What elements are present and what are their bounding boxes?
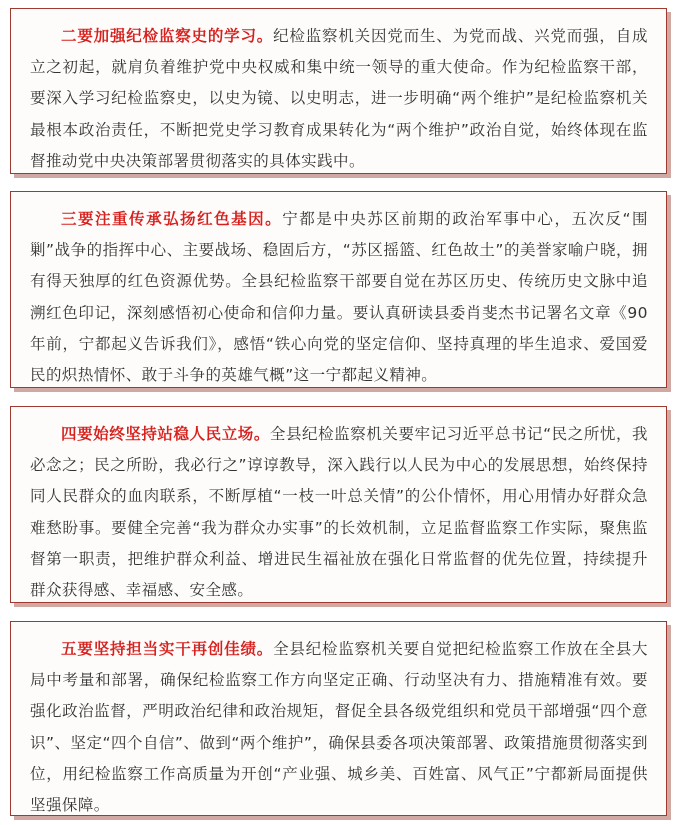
section-card [10, 8, 667, 174]
section-heading: 三要注重传承弘扬红色基因。 [61, 210, 283, 228]
section-paragraph [11, 192, 666, 391]
section-body: 纪检监察机关因党而生、为党而战、兴党而强，自成立之初起，就肩负着维护党中央权威和集中统一领导的重大使命。作为纪检监察干部，要深入学习纪检监察史，以史为镜、以史明志，进一步明确“两个维护”是纪检监察机关最根本政治责任，不断把党史学习教育成果转化为“两个维护”政治自觉，始终体现在监督推动党中央决策部署贯彻落实的具体实践中。 [30, 27, 648, 170]
section-heading: 五要坚持担当实干再创佳绩。 [61, 640, 274, 658]
section-card [10, 406, 667, 603]
section-paragraph [11, 622, 666, 821]
section-heading: 四要始终坚持站稳人民立场。 [61, 425, 270, 443]
section-card [10, 191, 667, 388]
section-body: 宁都是中央苏区前期的政治军事中心，五次反“围剿”战争的指挥中心、主要战场、稳固后方，“苏区摇篮、红色故土”的美誉家喻户晓，拥有得天独厚的红色资源优势。全县纪检监察干部要自觉在苏区历史、传统历史文脉中追溯红色印记，深刻感悟初心使命和信仰力量。要认真研读县委肖斐杰书记署名文章《90年前，宁都起义告诉我们》，感悟“铁心向党的坚定信仰、坚持真理的毕生追求、爱国爱民的炽热情怀、敢于斗争的英雄气概”这一宁都起义精神。 [30, 210, 648, 385]
section-heading: 二要加强纪检监察史的学习。 [61, 27, 274, 45]
section-card [10, 621, 667, 816]
section-body: 全县纪检监察机关要牢记习近平总书记“民之所忧，我必念之；民之所盼，我必行之”谆谆教导，深入践行以人民为中心的发展思想，始终保持同人民群众的血肉联系，不断厚植“一枝一叶总关情”的公仆情怀，用心用情办好群众急难愁盼事。要健全完善“我为群众办实事”的长效机制，立足监督监察工作实际，聚焦监督第一职责，把维护群众利益、增进民生福祉放在强化日常监督的优先位置，持续提升群众获得感、幸福感、安全感。 [30, 425, 648, 600]
section-paragraph [11, 407, 666, 606]
section-paragraph [11, 9, 666, 177]
section-body: 全县纪检监察机关要自觉把纪检监察工作放在全县大局中考量和部署，确保纪检监察工作方向坚定正确、行动坚决有力、措施精准有效。要强化政治监督，严明政治纪律和政治规矩，督促全县各级党组织和党员干部增强“四个意识”、坚定“四个自信”、做到“两个维护”，确保县委各项决策部署、政策措施贯彻落实到位，用纪检监察工作高质量为开创“产业强、城乡美、百姓富、风气正”宁都新局面提供坚强保障。 [30, 640, 648, 815]
